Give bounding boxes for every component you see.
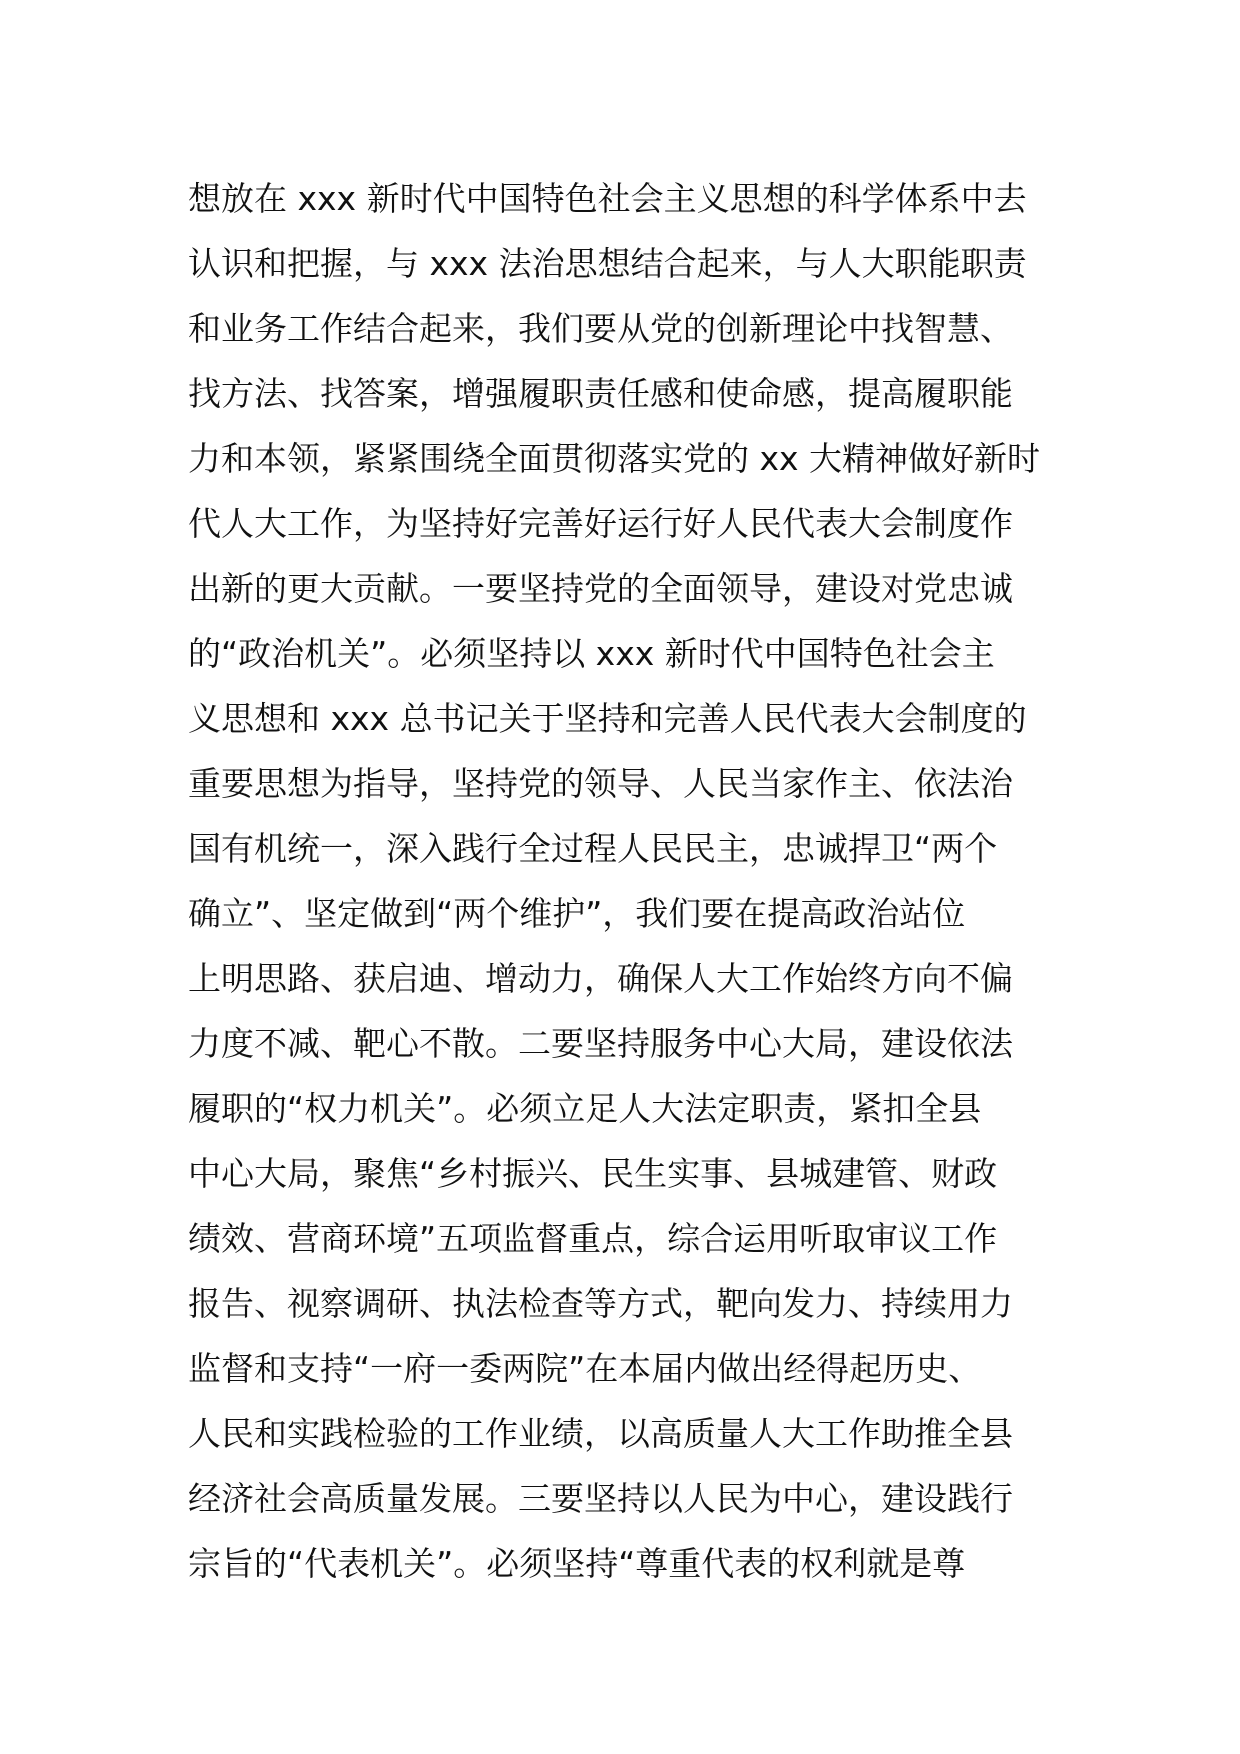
text-line: 代人大工作，为坚持好完善好运行好人民代表大会制度作 (188, 504, 1013, 543)
text-line: 认识和把握，与 xxx 法治思想结合起来，与人大职能职责 (188, 244, 1027, 283)
text-line: 的“政治机关”。必须坚持以 xxx 新时代中国特色社会主 (188, 634, 995, 673)
text-line: 想放在 xxx 新时代中国特色社会主义思想的科学体系中去 (188, 179, 1027, 218)
text-line: 力和本领，紧紧围绕全面贯彻落实党的 xx 大精神做好新时 (188, 439, 1041, 478)
text-line: 监督和支持“一府一委两院”在本届内做出经得起历史、 (188, 1349, 982, 1388)
text-line: 确立”、坚定做到“两个维护”，我们要在提高政治站位 (188, 894, 966, 933)
text-line: 履职的“权力机关”。必须立足人大法定职责，紧扣全县 (188, 1089, 982, 1128)
text-line: 国有机统一，深入践行全过程人民民主，忠诚捍卫“两个 (188, 829, 998, 868)
text-line: 宗旨的“代表机关”。必须坚持“尊重代表的权利就是尊 (188, 1544, 966, 1583)
body-text (188, 166, 1068, 1596)
text-line: 力度不减、靶心不散。二要坚持服务中心大局，建设依法 (188, 1024, 1013, 1063)
text-line: 找方法、找答案，增强履职责任感和使命感，提高履职能 (188, 374, 1013, 413)
text-line: 上明思路、获启迪、增动力，确保人大工作始终方向不偏 (188, 959, 1013, 998)
text-line: 义思想和 xxx 总书记关于坚持和完善人民代表大会制度的 (188, 699, 1027, 738)
text-line: 报告、视察调研、执法检查等方式，靶向发力、持续用力 (188, 1284, 1013, 1323)
text-line: 经济社会高质量发展。三要坚持以人民为中心，建设践行 (188, 1479, 1013, 1518)
text-line: 出新的更大贡献。一要坚持党的全面领导，建设对党忠诚 (188, 569, 1013, 608)
text-line: 人民和实践检验的工作业绩，以高质量人大工作助推全县 (188, 1414, 1013, 1453)
text-line: 中心大局，聚焦“乡村振兴、民生实事、县城建管、财政 (188, 1154, 998, 1193)
text-line: 和业务工作结合起来，我们要从党的创新理论中找智慧、 (188, 309, 1013, 348)
text-line: 重要思想为指导，坚持党的领导、人民当家作主、依法治 (188, 764, 1013, 803)
text-line: 绩效、营商环境”五项监督重点，综合运用听取审议工作 (188, 1219, 998, 1258)
